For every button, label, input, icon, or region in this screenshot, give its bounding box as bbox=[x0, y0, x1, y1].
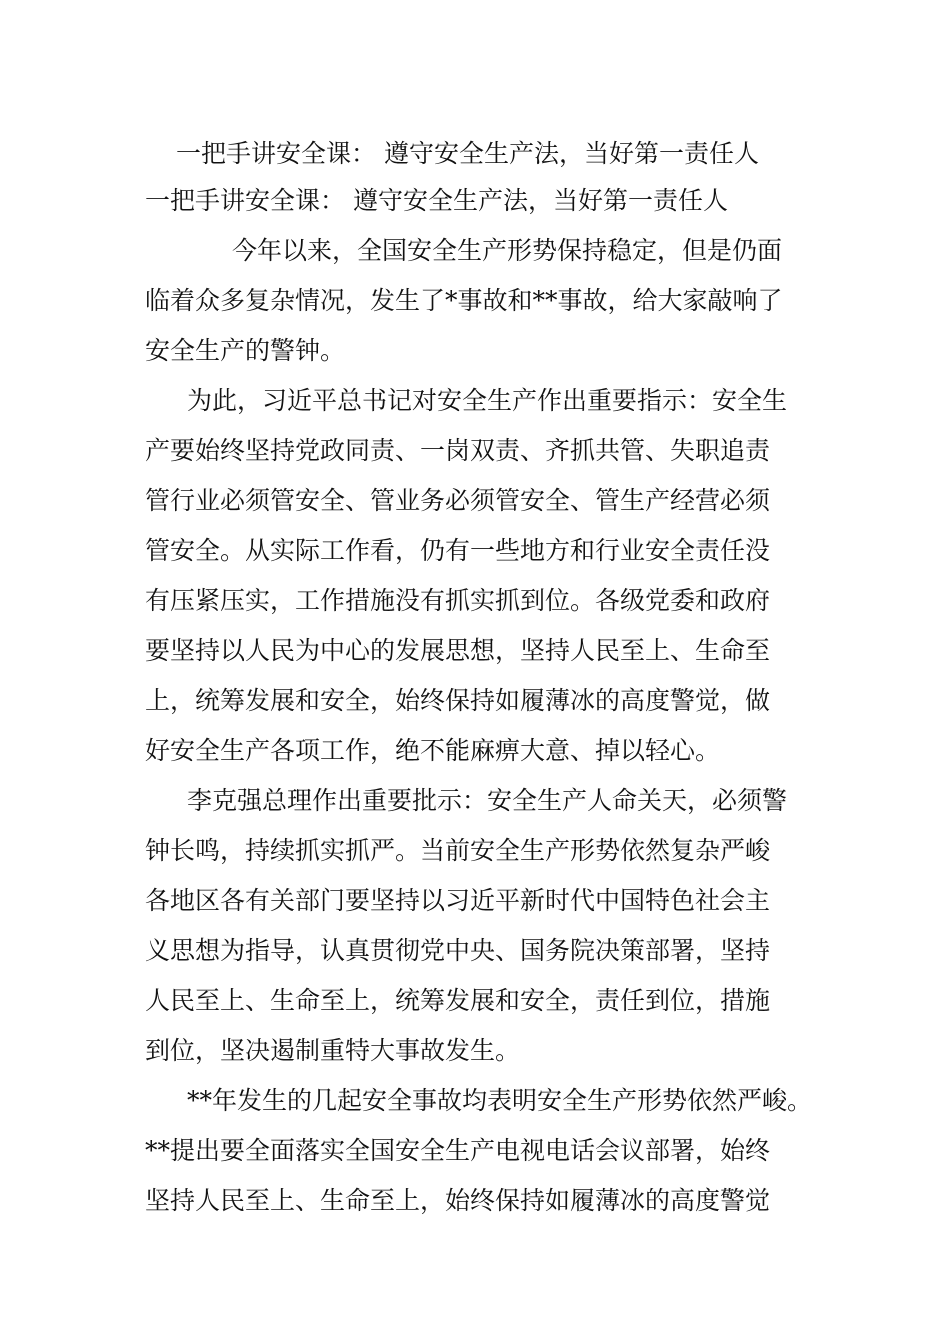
paragraph-2-line-5: 有压紧压实，工作措施没有抓实抓到位。各级党委和政府 bbox=[145, 586, 771, 615]
paragraph-3-line-5: 人民至上、生命至上，统筹发展和安全，责任到位，措施 bbox=[145, 986, 771, 1015]
document-title: 一把手讲安全课： 遵守安全生产法，当好第一责任人 bbox=[176, 139, 759, 168]
paragraph-3-line-3: 各地区各有关部门要坚持以习近平新时代中国特色社会主 bbox=[145, 886, 771, 915]
paragraph-2-line-4: 管安全。从实际工作看，仍有一些地方和行业安全责任没 bbox=[145, 536, 771, 565]
paragraph-4-line-1: **年发生的几起安全事故均表明安全生产形势依然严峻。 bbox=[187, 1086, 813, 1115]
paragraph-2-line-3: 管行业必须管安全、管业务必须管安全、管生产经营必须 bbox=[145, 486, 771, 515]
paragraph-3-line-6: 到位，坚决遏制重特大事故发生。 bbox=[145, 1036, 521, 1065]
paragraph-3-line-4: 义思想为指导，认真贯彻党中央、国务院决策部署，坚持 bbox=[145, 936, 771, 965]
paragraph-4-line-2: **提出要全面落实全国安全生产电视电话会议部署，始终 bbox=[145, 1136, 771, 1165]
paragraph-2-line-8: 好安全生产各项工作，绝不能麻痹大意、掉以轻心。 bbox=[145, 736, 721, 765]
paragraph-1-line-3: 安全生产的警钟。 bbox=[145, 336, 346, 365]
paragraph-1-line-1: 今年以来，全国安全生产形势保持稳定，但是仍面 bbox=[232, 236, 783, 265]
paragraph-3-line-2: 钟长鸣，持续抓实抓严。当前安全生产形势依然复杂严峻 bbox=[145, 836, 771, 865]
paragraph-4-line-3: 坚持人民至上、生命至上，始终保持如履薄冰的高度警觉 bbox=[145, 1186, 771, 1215]
paragraph-1-line-2: 临着众多复杂情况，发生了*事故和**事故，给大家敲响了 bbox=[145, 286, 783, 315]
paragraph-2-line-7: 上，统筹发展和安全，始终保持如履薄冰的高度警觉，做 bbox=[145, 686, 771, 715]
paragraph-3-line-1: 李克强总理作出重要批示：安全生产人命关天，必须警 bbox=[187, 786, 788, 815]
document-title-repeat: 一把手讲安全课： 遵守安全生产法，当好第一责任人 bbox=[145, 186, 728, 215]
paragraph-2-line-1: 为此，习近平总书记对安全生产作出重要指示：安全生 bbox=[187, 386, 788, 415]
paragraph-2-line-6: 要坚持以人民为中心的发展思想，坚持人民至上、生命至 bbox=[145, 636, 771, 665]
paragraph-2-line-2: 产要始终坚持党政同责、一岗双责、齐抓共管、失职追责 bbox=[145, 436, 771, 465]
